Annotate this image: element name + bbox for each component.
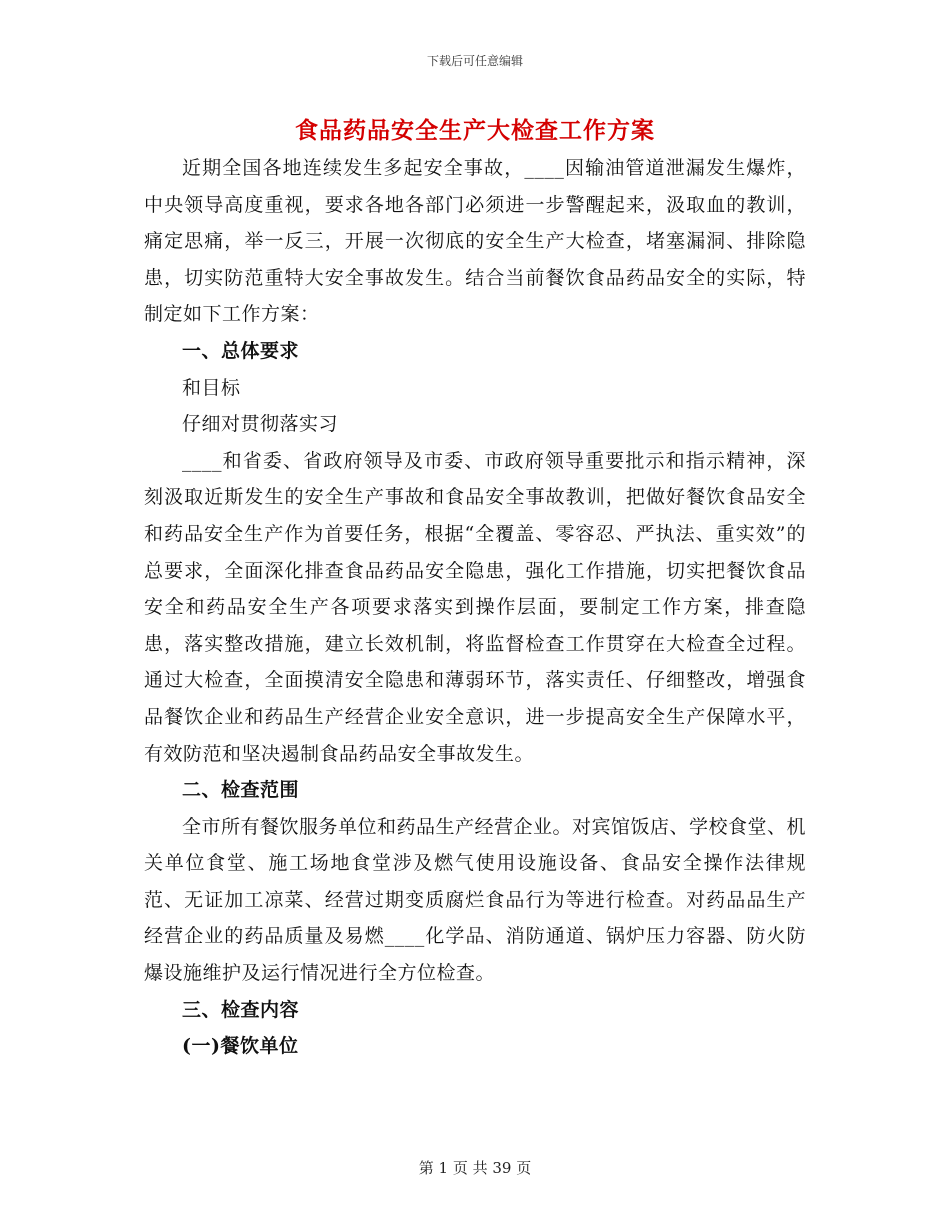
section1-line-2: 仔细对贯彻落实习: [182, 413, 339, 436]
section2-paragraph: 全市所有餐饮服务单位和药品生产经营企业。对宾馆饭店、学校食堂、机关单位食堂、施工场地食堂涉及燃气使用设施设备、食品安全操作法律规范、无证加工凉菜、经营过期变质腐烂食品行为等进行检查。对药品品生产经营企业的药品质量及易燃____化学品、消防通道、锅炉压力容器、防火防爆设施维护及运行情况进行全方位检查。: [144, 815, 807, 985]
document-title: 食品药品安全生产大检查工作方案: [295, 117, 655, 144]
document-body: [144, 150, 806, 1065]
page-header: 下载后可任意编辑: [426, 54, 523, 68]
section1-paragraph: ____和省委、省政府领导及市委、市政府领导重要批示和指示精神，深刻汲取近斯发生的安全生产事故和食品安全事故教训，把做好餐饮食品安全和药品安全生产作为首要任务，根据“全覆盖、零容忍、严执法、重实效”的总要求，全面深化排查食品药品安全隐患，强化工作措施，切实把餐饮食品安全和药品安全生产各项要求落实到操作层面，要制定工作方案，排查隐患，落实整改措施，建立长效机制，将监督检查工作贯穿在大检查全过程。通过大检查，全面摸清安全隐患和薄弱环节，落实责任、仔细整改，增强食品餐饮企业和药品生产经营企业安全意识，进一步提高安全生产保障水平，有效防范和坚决遏制食品药品安全事故发生。: [144, 449, 806, 765]
section1-line-1: 和目标: [182, 376, 241, 399]
subsection-heading-1: (一)餐饮单位: [182, 1035, 299, 1058]
page-footer: 第 1 页 共 39 页: [418, 1159, 532, 1177]
section-heading-2: 二、检查范围: [182, 779, 300, 802]
intro-paragraph: 近期全国各地连续发生多起安全事故，____因输油管道泄漏发生爆炸，中央领导高度重视，要求各地各部门必须进一步警醒起来，汲取血的教训，痛定思痛，举一反三，开展一次彻底的安全生产大检查，堵塞漏洞、排除隐患，切实防范重特大安全事故发生。结合当前餐饮食品药品安全的实际，特制定如下工作方案：: [144, 157, 806, 326]
section-heading-3: 三、检查内容: [182, 998, 300, 1021]
section-heading-1: 一、总体要求: [182, 339, 300, 362]
